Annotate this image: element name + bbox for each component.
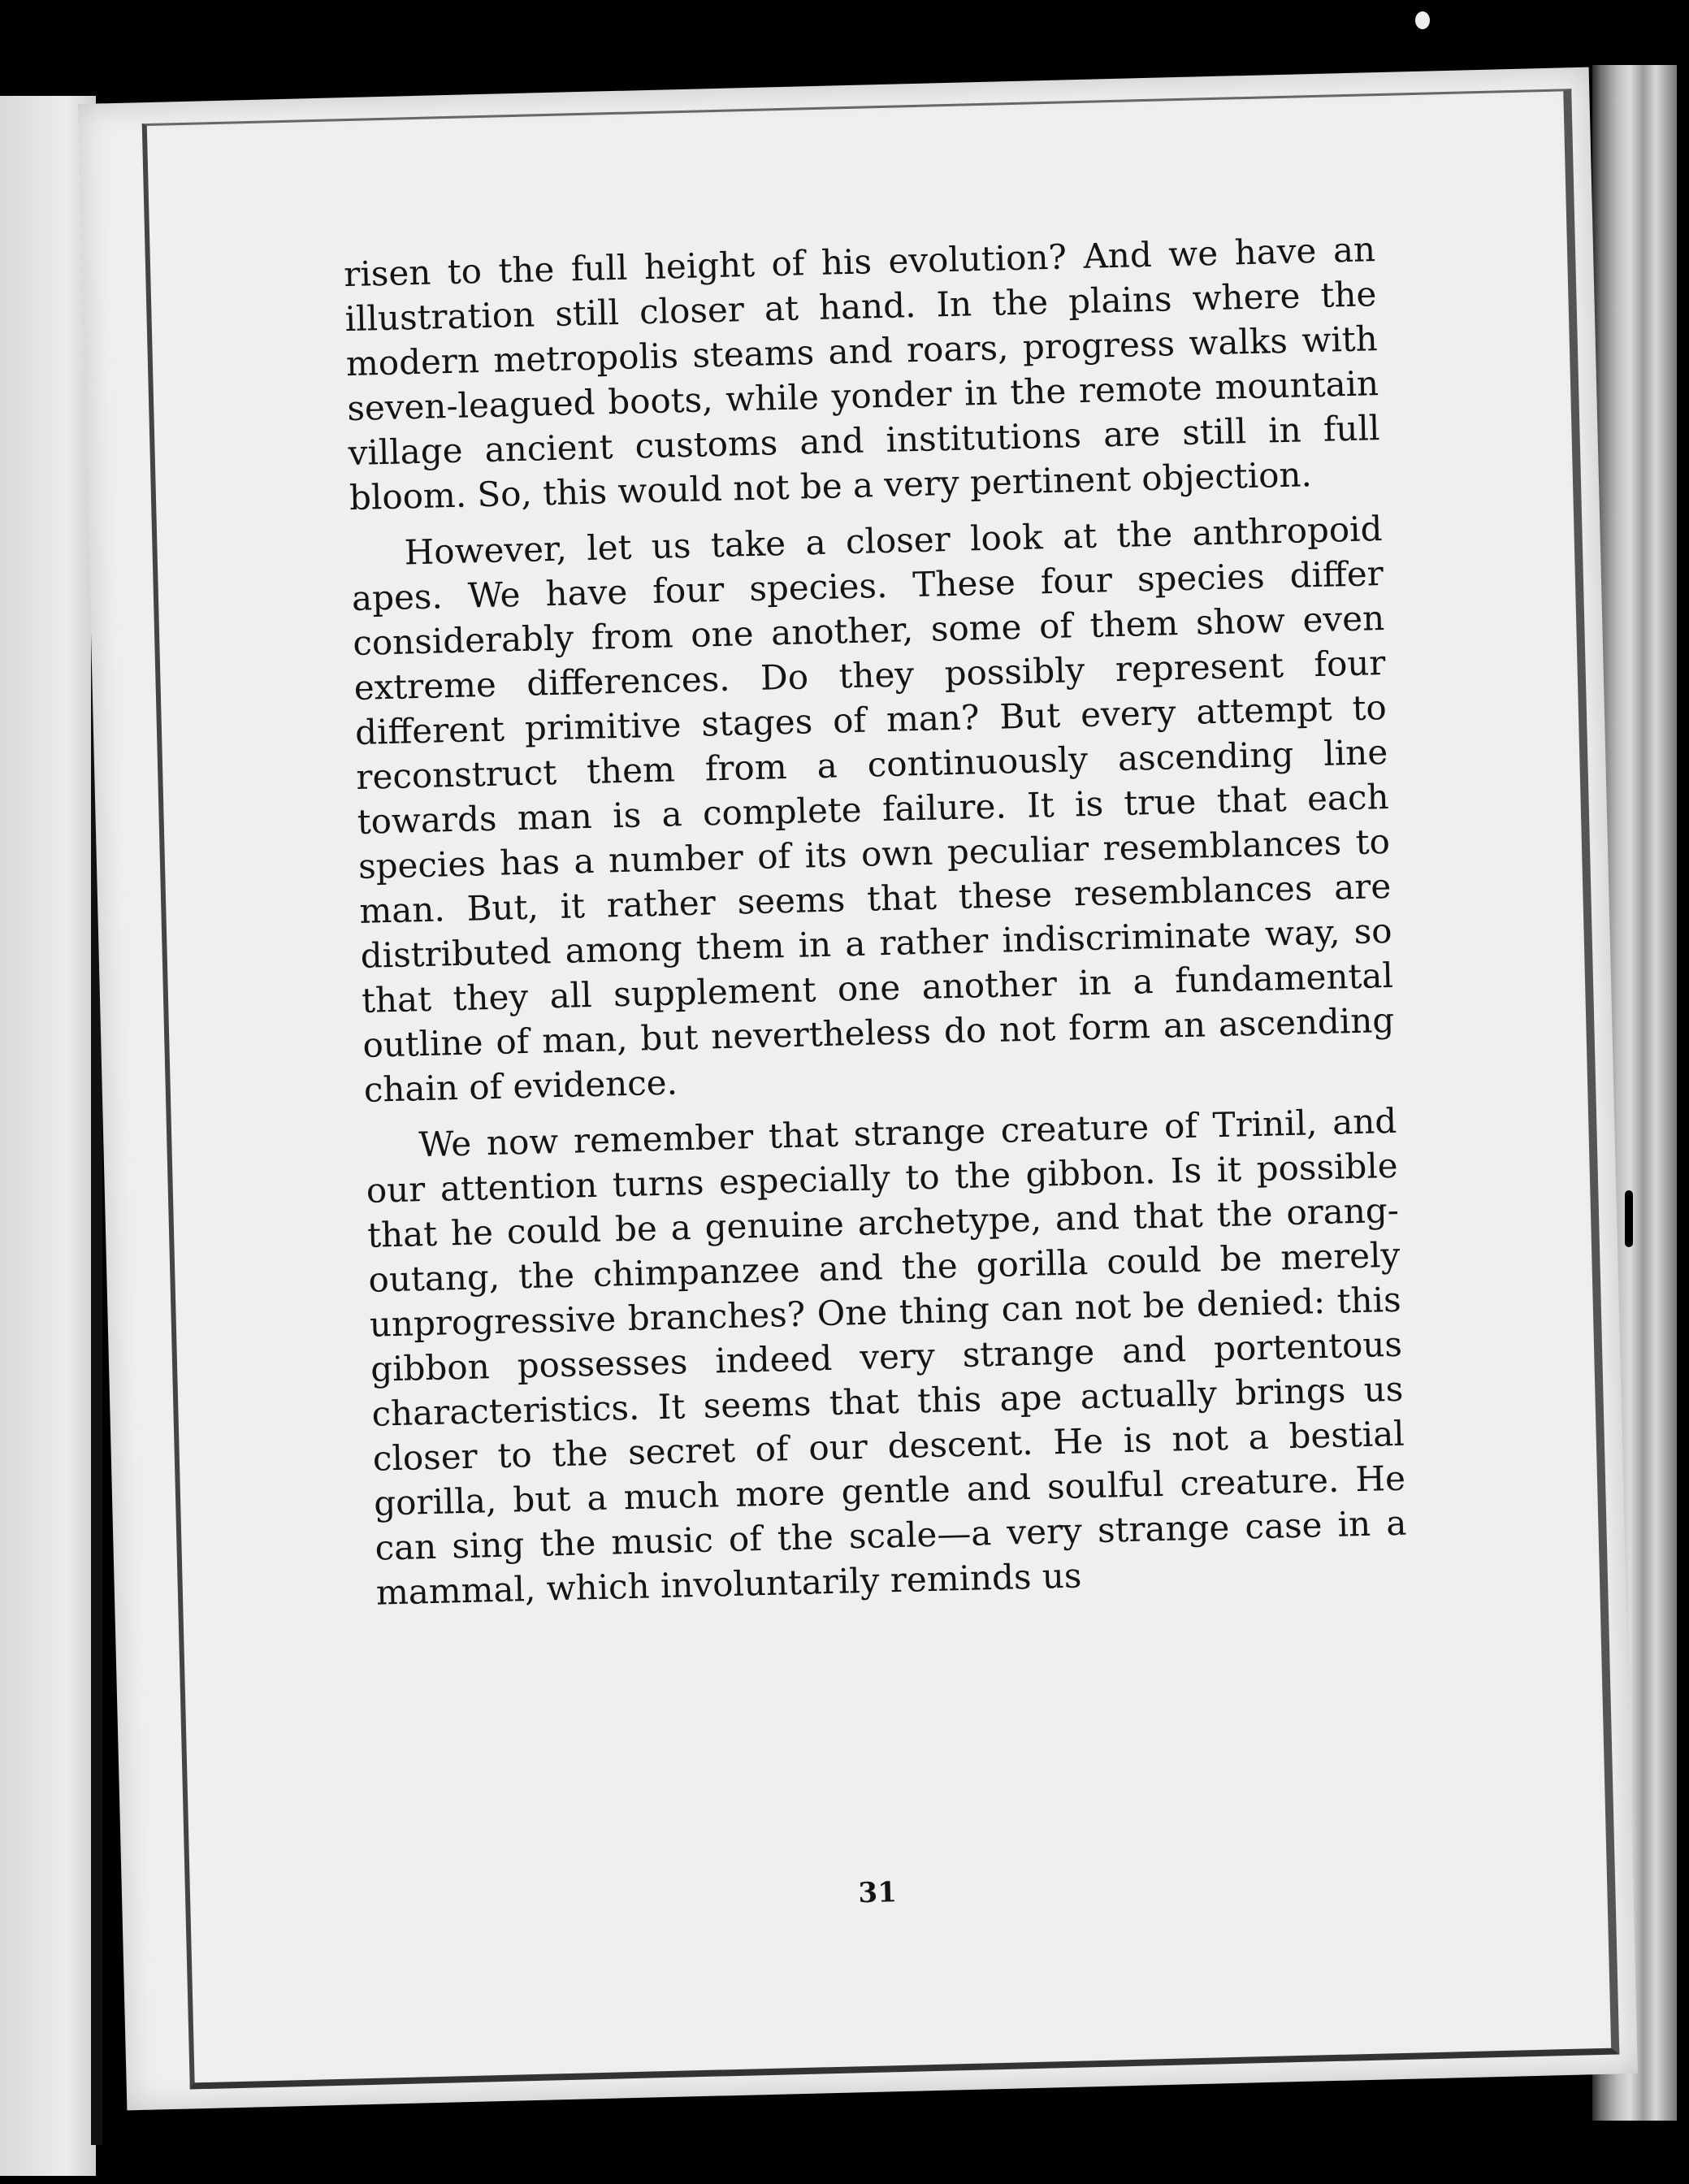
dust-speck [1415,11,1430,29]
page-number: 31 [858,1876,898,1910]
paragraph-1: risen to the full height of his evolution? And we have an illustration still closer at hand. In the plains where the modern metropolis steams and roars, progress walks with seven-leagued boots, while yonder in the remote mountain village ancient customs and institutions are still in full bloom. So, this would not be a very pertinent objection. [343,229,1380,518]
book-page [78,67,1638,2111]
paragraph-3: We now remember that strange creature of Trinil, and our attention turns especially to the gibbon. Is it possible that he could be a genuine archetype, and that the orang-outang, the chimpanzee and the gorilla could be merely unprogressive branches? One thing can not be denied: this gibbon possesses indeed very strange and portentous characteristics. It seems that this ape actually brings us closer to the secret of our descent. He is not a bestial gorilla, but a much more gentle and soulful creature. He can sing the music of the scale—a very strange case in a mammal, which involuntarily reminds us [366,1100,1407,1613]
body-text [344,227,1409,1615]
paragraph-2: However, let us take a closer look at the anthropoid apes. We have four species. These four species differ considerably from one another, some of them show even extreme differences. Do they possibly represent four different primitive stages of man? But every attempt to reconstruct them from a continuously ascending line towards man is a complete failure. It is true that each species has a number of its own peculiar resemblances to man. But, it rather seems that these resemblances are distributed among them in a rather indiscriminate way, so that they all supplement one another in a fundamental outline of man, but nevertheless do not form an ascending chain of evidence. [351,509,1395,1110]
previous-page-edge [0,96,96,2176]
edge-mark [1625,1190,1633,1247]
